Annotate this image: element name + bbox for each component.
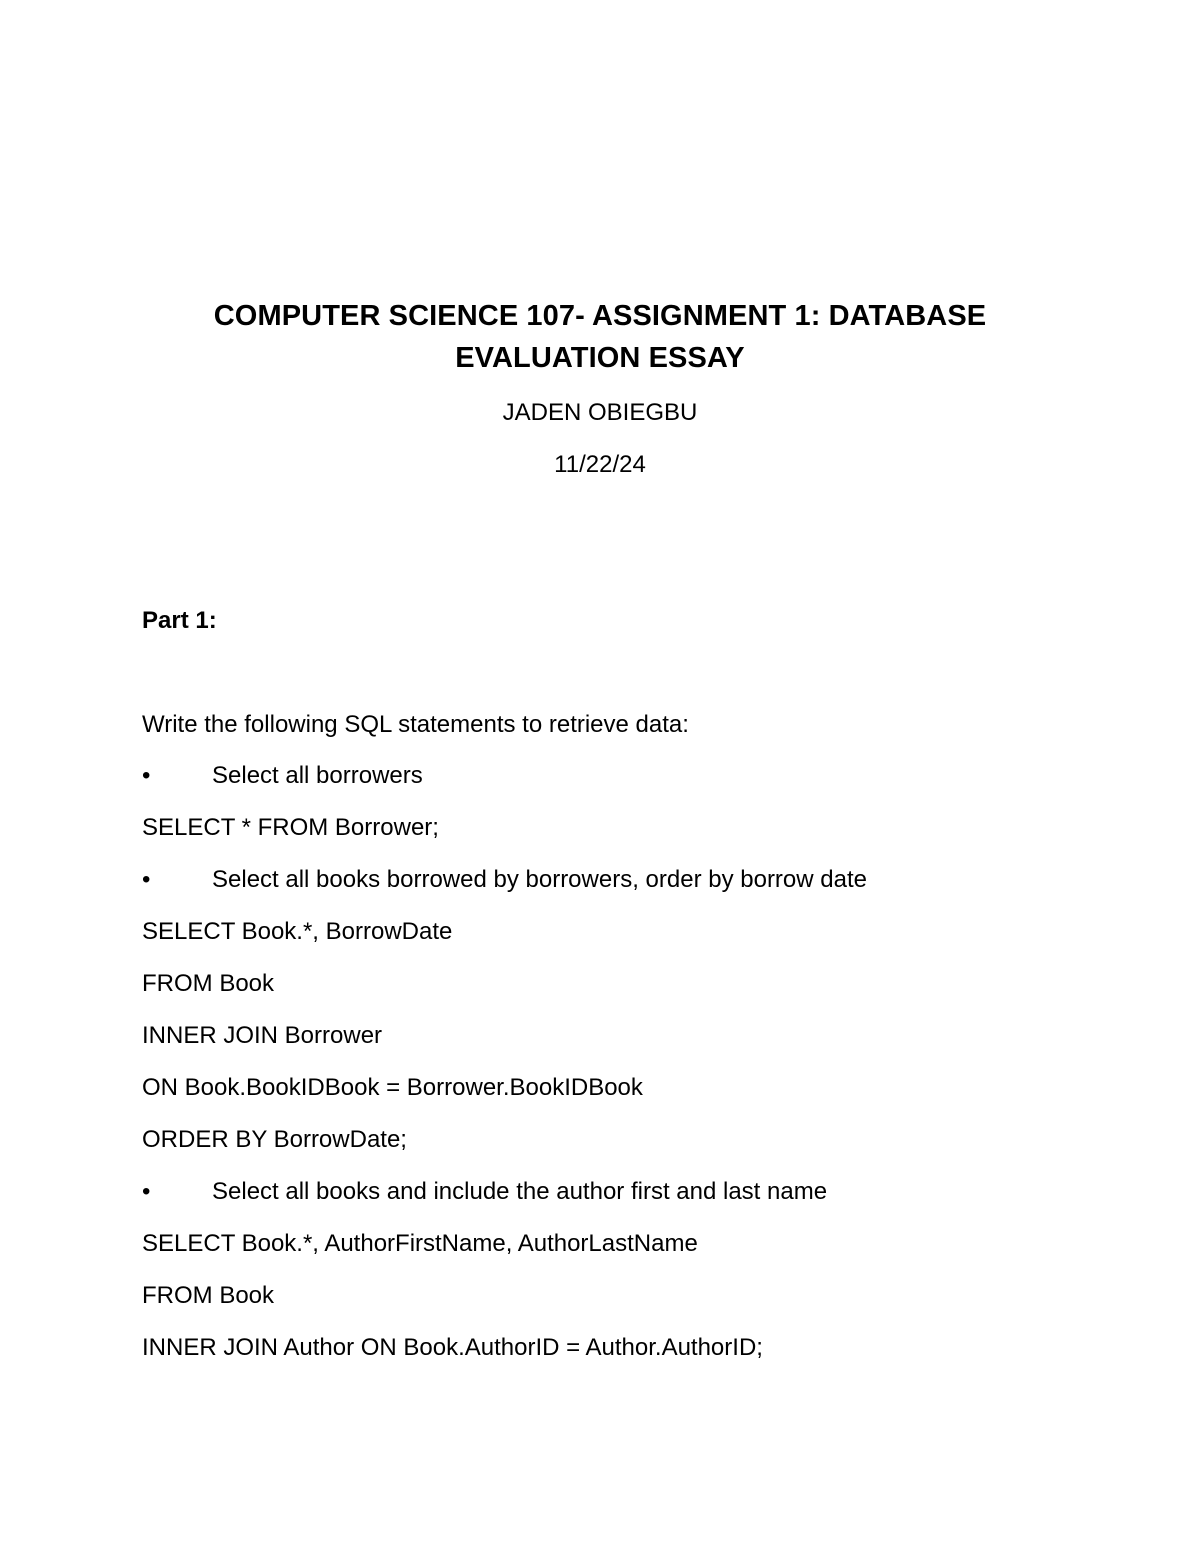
sql-line: ORDER BY BorrowDate; <box>142 1126 407 1153</box>
sql-line: INNER JOIN Borrower <box>142 1022 383 1049</box>
bullet-icon: • <box>142 762 151 789</box>
bullet-icon: • <box>142 866 151 893</box>
intro-text: Write the following SQL statements to retrieve data: <box>142 711 689 738</box>
sql-line: SELECT * FROM Borrower; <box>142 814 439 841</box>
sql-line: INNER JOIN Author ON Book.AuthorID = Author.AuthorID; <box>142 1334 763 1361</box>
bullet-icon: • <box>142 1178 151 1205</box>
sql-line: ON Book.BookIDBook = Borrower.BookIDBook <box>142 1074 643 1101</box>
author-name: JADEN OBIEGBU <box>502 399 698 426</box>
sql-line: FROM Book <box>142 1282 275 1309</box>
section-heading: Part 1: <box>142 607 217 634</box>
document-title-line-2: EVALUATION ESSAY <box>455 342 745 374</box>
sql-line: SELECT Book.*, BorrowDate <box>142 918 453 945</box>
bullet-item-text: Select all borrowers <box>212 762 423 789</box>
document-title-line-1: COMPUTER SCIENCE 107- ASSIGNMENT 1: DATABASE <box>213 300 987 332</box>
bullet-item-text: Select all books and include the author first and last name <box>212 1178 828 1205</box>
sql-line: FROM Book <box>142 970 275 997</box>
bullet-item-text: Select all books borrowed by borrowers, order by borrow date <box>212 866 867 893</box>
document-date: 11/22/24 <box>554 451 646 478</box>
sql-line: SELECT Book.*, AuthorFirstName, AuthorLastName <box>142 1230 698 1257</box>
